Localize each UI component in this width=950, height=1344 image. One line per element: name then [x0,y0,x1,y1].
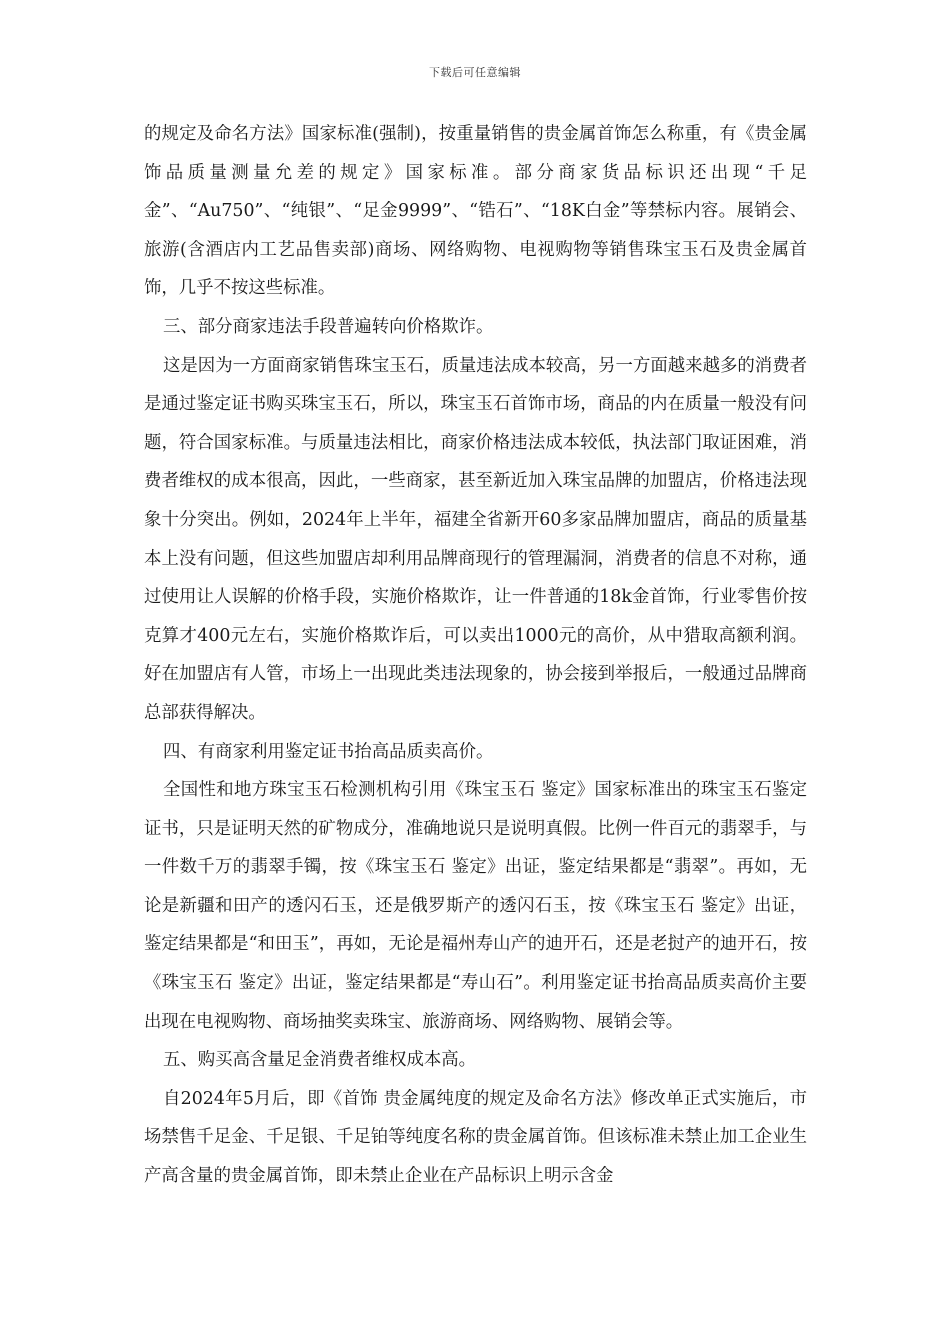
header-note: 下载后可任意编辑 [429,66,521,79]
section-heading-gold-content: 五、购买高含量足金消费者维权成本高。 [163,1050,477,1071]
paragraph-certificates: 全国性和地方珠宝玉石检测机构引用《珠宝玉石 鉴定》国家标准出的珠宝玉石鉴定证书，只是证明天然的矿物成分，准确地说只是说明真假。比例一件百元的翡翠手，与一件数千万的翡翠手镯，按《珠宝玉石 鉴定》出证，鉴定结果都是“翡翠”。再如，无论是新疆和田产的透闪石玉，还是俄罗斯产的透闪石玉，按《珠宝玉石 鉴定》出证，鉴定结果都是“和田玉”，再如，无论是福州寿山产的迪开石，还是老挝产的迪开石，按《珠宝玉石 鉴定》出证，鉴定结果都是“寿山石”。利用鉴定证书抬高品质卖高价主要出现在电视购物、商场抽奖卖珠宝、旅游商场、网络购物、展销会等。 [144,780,807,1032]
section-heading-price-fraud: 三、部分商家违法手段普遍转向价格欺诈。 [163,316,494,337]
paragraph-price-fraud: 这是因为一方面商家销售珠宝玉石，质量违法成本较高，另一方面越来越多的消费者是通过鉴定证书购买珠宝玉石，所以，珠宝玉石首饰市场，商品的内在质量一般没有问题，符合国家标准。与质量违法相比，商家价格违法成本较低，执法部门取证困难，消费者维权的成本很高，因此，一些商家，甚至新近加入珠宝品牌的加盟店，价格违法现象十分突出。例如，2024年上半年，福建全省新开60多家品牌加盟店，商品的质量基本上没有问题，但这些加盟店却利用品牌商现行的管理漏洞，消费者的信息不对称，通过使用让人误解的价格手段，实施价格欺诈，让一件普通的18k金首饰，行业零售价按克算才400元左右，实施价格欺诈后，可以卖出1000元的高价，从中猎取高额利润。好在加盟店有人管，市场上一出现此类违法现象的，协会接到举报后，一般通过品牌商总部获得解决。 [144,355,807,723]
paragraph-standards-continued: 的规定及命名方法》国家标准(强制)，按重量销售的贵金属首饰怎么称重，有《贵金属饰品质量测量允差的规定》国家标准。部分商家货品标识还出现“千足金”、“Au750”、“纯银”、“足金9999”、“锆石”、“18K白金”等禁标内容。展销会、旅游(含酒店内工艺品售卖部)商场、网络购物、电视购物等销售珠宝玉石及贵金属首饰，几乎不按这些标准。 [144,124,807,299]
document-body [144,115,807,1196]
section-heading-certificates: 四、有商家利用鉴定证书抬高品质卖高价。 [163,741,494,762]
paragraph-gold-content: 自2024年5月后，即《首饰 贵金属纯度的规定及命名方法》修改单正式实施后，市场禁售千足金、千足银、千足铂等纯度名称的贵金属首饰。但该标准未禁止加工企业生产高含量的贵金属首饰，即未禁止企业在产品标识上明示含金 [144,1088,807,1187]
